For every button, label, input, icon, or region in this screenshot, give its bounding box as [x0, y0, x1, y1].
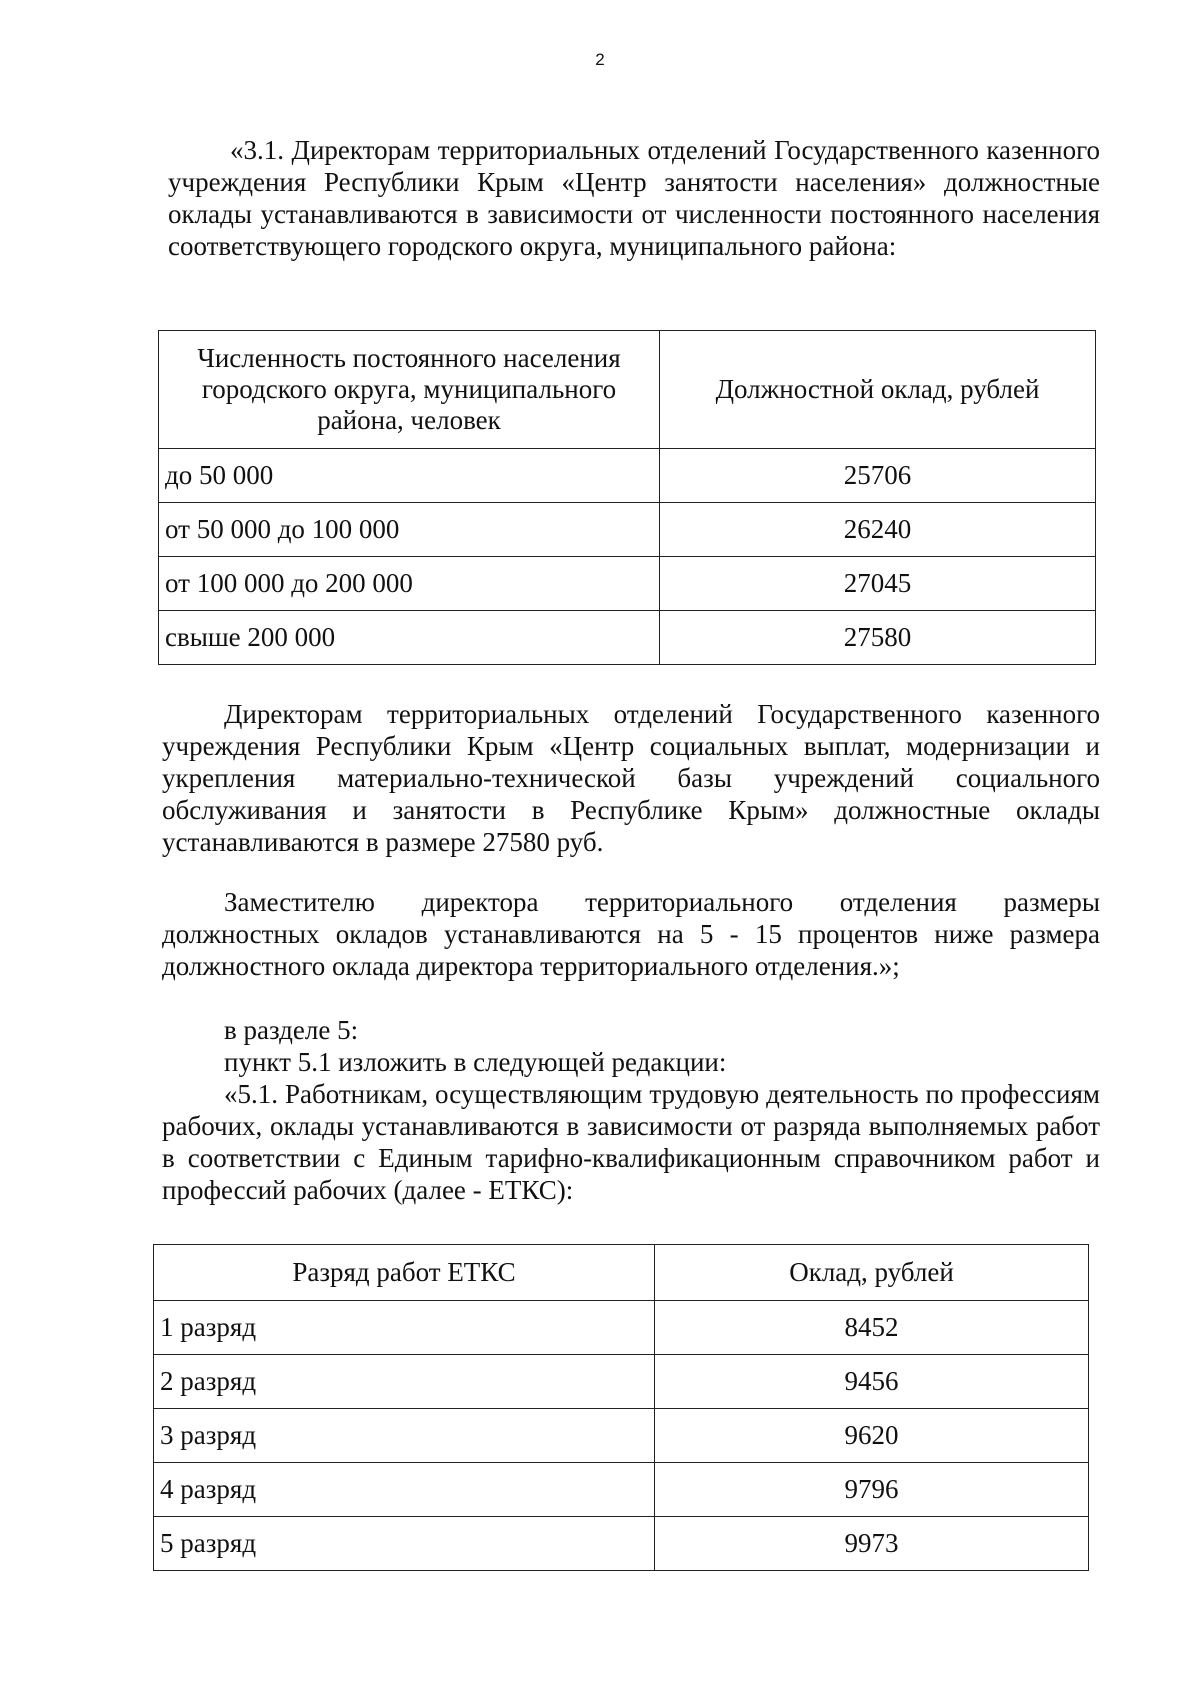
- table-cell-population: свыше 200 000: [159, 611, 660, 665]
- table-header-salary: Должностной оклад, рублей: [660, 331, 1096, 449]
- paragraph-text: пункт 5.1 изложить в следующей редакции:: [224, 1047, 727, 1077]
- paragraph-line: [162, 1046, 1100, 1078]
- paragraph-line: [162, 1014, 1100, 1046]
- paragraph-text: «5.1. Работникам, осуществляющим трудовую деятельность по профессиям рабочих, оклады устанавливаются в зависимости от разряда выполняемых работ в соответствии с Единым тарифно-квалификационным справочником работ и профессий рабочих (далее - ЕТКС):: [162, 1079, 1100, 1205]
- table-cell-salary: 9456: [655, 1355, 1089, 1409]
- table-cell-population: от 50 000 до 100 000: [159, 503, 660, 557]
- paragraph-directors-employment-center: [168, 134, 1100, 262]
- table-cell-salary: 9796: [655, 1463, 1089, 1517]
- table-cell-population: до 50 000: [159, 449, 660, 503]
- table-cell-population: от 100 000 до 200 000: [159, 557, 660, 611]
- etks-salary-table: [153, 1244, 1089, 1571]
- table-cell-salary: 26240: [660, 503, 1096, 557]
- table-cell-salary: 8452: [655, 1301, 1089, 1355]
- table-row: [154, 1355, 1089, 1409]
- table-row: [154, 1463, 1089, 1517]
- table-row: [154, 1409, 1089, 1463]
- table-cell-grade: 4 разряд: [154, 1463, 655, 1517]
- paragraph-text: в разделе 5:: [224, 1015, 359, 1045]
- page-number: 2: [595, 50, 605, 69]
- table-row: [159, 611, 1096, 665]
- paragraph-text: «3.1. Директорам территориальных отделений Государственного казенного учреждения Республики Крым «Центр занятости населения» должностные оклады устанавливаются в зависимости от численности постоянного населения соответствующего городского округа, муниципального района:: [168, 135, 1100, 261]
- table-cell-grade: 3 разряд: [154, 1409, 655, 1463]
- paragraph-text: Заместителю директора территориального отделения размеры должностных окладов устанавливаются на 5 - 15 процентов ниже размера должностного оклада директора территориального отделения.»;: [162, 887, 1100, 981]
- table-header-row: [159, 331, 1096, 449]
- table-cell-grade: 2 разряд: [154, 1355, 655, 1409]
- table-header-row: [154, 1245, 1089, 1301]
- paragraph-section-5: [162, 1014, 1100, 1206]
- table-row: [154, 1301, 1089, 1355]
- table-cell-grade: 1 разряд: [154, 1301, 655, 1355]
- table-cell-salary: 9973: [655, 1517, 1089, 1571]
- table-header-population: Численность постоянного населения городского округа, муниципального района, человек: [159, 331, 660, 449]
- table-header-grade: Разряд работ ЕТКС: [154, 1245, 655, 1301]
- paragraph-text: Директорам территориальных отделений Государственного казенного учреждения Республики Крым «Центр социальных выплат, модернизации и укрепления материально-технической базы учреждений социального обслуживания и занятости в Республике Крым» должностные оклады устанавливаются в размере 27580 руб.: [162, 699, 1100, 857]
- table-row: [159, 557, 1096, 611]
- table-cell-salary: 27580: [660, 611, 1096, 665]
- table-cell-salary: 9620: [655, 1409, 1089, 1463]
- paragraph-line: [162, 1078, 1100, 1206]
- table-cell-salary: 27045: [660, 557, 1096, 611]
- table-row: [159, 503, 1096, 557]
- paragraph-deputy-director: [162, 886, 1100, 982]
- table-cell-salary: 25706: [660, 449, 1096, 503]
- paragraph-directors-social-payments-center: [162, 698, 1100, 858]
- population-salary-table: [158, 330, 1096, 665]
- table-row: [154, 1517, 1089, 1571]
- table-cell-grade: 5 разряд: [154, 1517, 655, 1571]
- table-header-salary: Оклад, рублей: [655, 1245, 1089, 1301]
- table-row: [159, 449, 1096, 503]
